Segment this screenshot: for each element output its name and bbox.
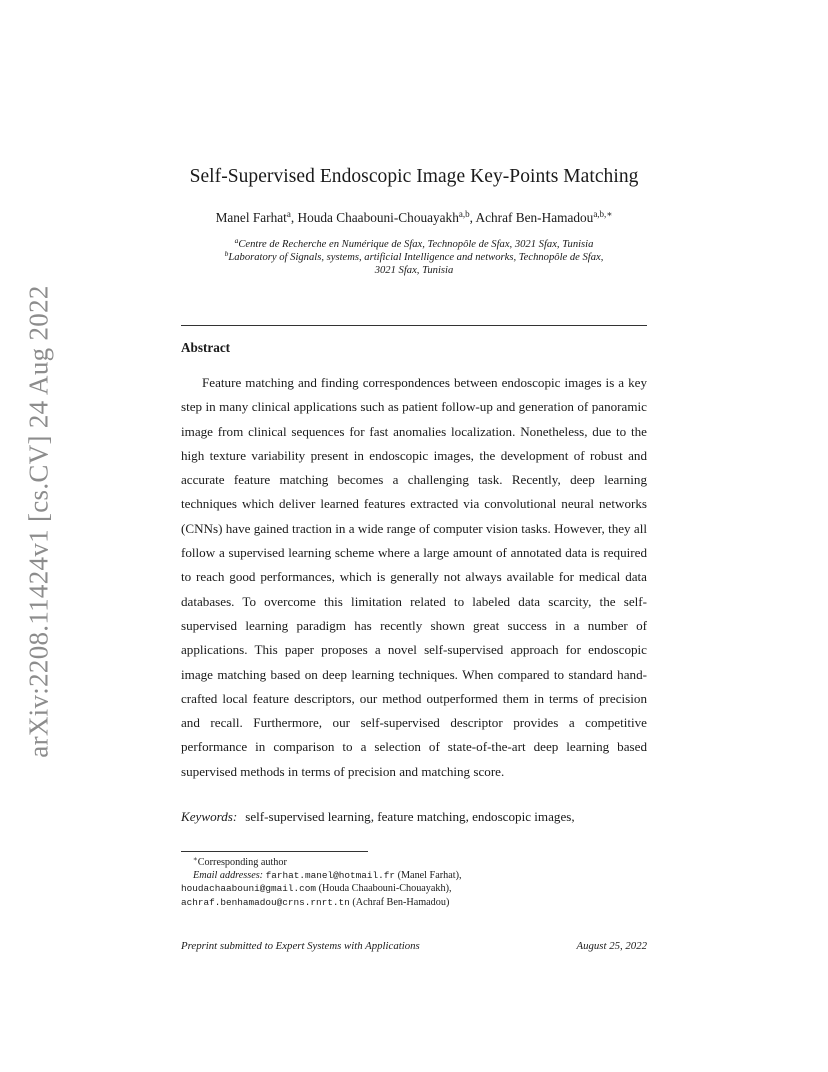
email-owner: (Manel Farhat), (395, 870, 462, 882)
affiliation-a (171, 238, 657, 251)
corresponding-mark: ∗ (193, 855, 198, 863)
keywords-label: Keywords: (181, 809, 238, 824)
header-rule (181, 325, 647, 326)
corresponding-author-note (181, 856, 647, 869)
paper-title: Self-Supervised Endoscopic Image Key-Points Matching (189, 166, 639, 187)
affiliation-b (171, 251, 657, 277)
author-separator: , (469, 210, 476, 225)
affiliation-mark: b (224, 249, 229, 258)
affiliation-text: Centre de Recherche en Numérique de Sfax, Technopôle de Sfax, 3021 Sfax, Tunisia (238, 239, 594, 250)
preprint-line (181, 940, 647, 952)
corresponding-text: Corresponding author (197, 857, 287, 868)
preprint-date: August 25, 2022 (576, 940, 647, 952)
email-line (181, 896, 647, 909)
author-name: Houda Chaabouni-Chouayakh (297, 210, 459, 225)
arxiv-id-text: arXiv:2208.11424v1 [cs.CV] 24 Aug 2022 (23, 284, 54, 758)
author-separator: , (290, 210, 298, 225)
author-name: Manel Farhat (215, 210, 287, 225)
preprint-journal: Preprint submitted to Expert Systems with Applications (181, 940, 420, 952)
arxiv-identifier (14, 285, 64, 757)
author-affiliation-mark: a,b (458, 209, 470, 219)
email-line (181, 869, 647, 882)
author-name: Achraf Ben-Hamadou (475, 210, 594, 225)
email-link[interactable]: farhat.manel@hotmail.fr (265, 870, 396, 882)
affiliation-text: Laboratory of Signals, systems, artificial Intelligence and networks, Technopôle de Sfax, (228, 252, 604, 263)
email-link[interactable]: achraf.benhamadou@crns.rnrt.tn (181, 896, 350, 908)
author-affiliation-mark: a (286, 209, 291, 219)
footnote-rule (181, 851, 368, 852)
keywords-text: self-supervised learning, feature matching, endoscopic images, (245, 809, 575, 824)
email-owner: (Achraf Ben-Hamadou) (349, 896, 450, 908)
keywords (181, 809, 575, 825)
email-link[interactable]: houdachaabouni@gmail.com (181, 883, 317, 895)
author-affiliation-mark: a,b,∗ (593, 209, 613, 219)
affiliation-text-continued: 3021 Sfax, Tunisia (374, 265, 454, 276)
footnotes (181, 856, 647, 909)
email-line (181, 882, 647, 895)
email-owner: (Houda Chaabouni-Chouayakh), (316, 883, 452, 895)
author-list (181, 210, 647, 226)
email-label: Email addresses: (193, 870, 264, 882)
affiliation-mark: a (234, 236, 239, 245)
abstract-heading: Abstract (181, 340, 231, 355)
abstract-body: Feature matching and finding correspondences between endoscopic images is a key step in many clinical applications such as patient follow-up and generation of panoramic image from clinical sequences for fast anomalies localization. Nonetheless, due to the high texture variability present in endoscopic images, the development of robust and accurate feature matching becomes a challenging task. Recently, deep learning techniques which deliver learned features extracted via convolutional neural networks (CNNs) have gained traction in a wide range of computer vision tasks. However, they all follow a supervised learning scheme where a large amount of annotated data is required to reach good performances, which is generally not always available for medical data databases. To overcome this limitation related to labeled data scarcity, the self-supervised learning paradigm has recently shown great success in a number of applications. This paper proposes a novel self-supervised approach for endoscopic image matching based on deep learning techniques. When compared to standard hand-crafted local feature descriptors, our method outperformed them in terms of precision and recall. Furthermore, our self-supervised descriptor provides a competitive performance in comparison to a selection of state-of-the-art deep learning based supervised methods in terms of precision and matching score. (181, 375, 647, 779)
